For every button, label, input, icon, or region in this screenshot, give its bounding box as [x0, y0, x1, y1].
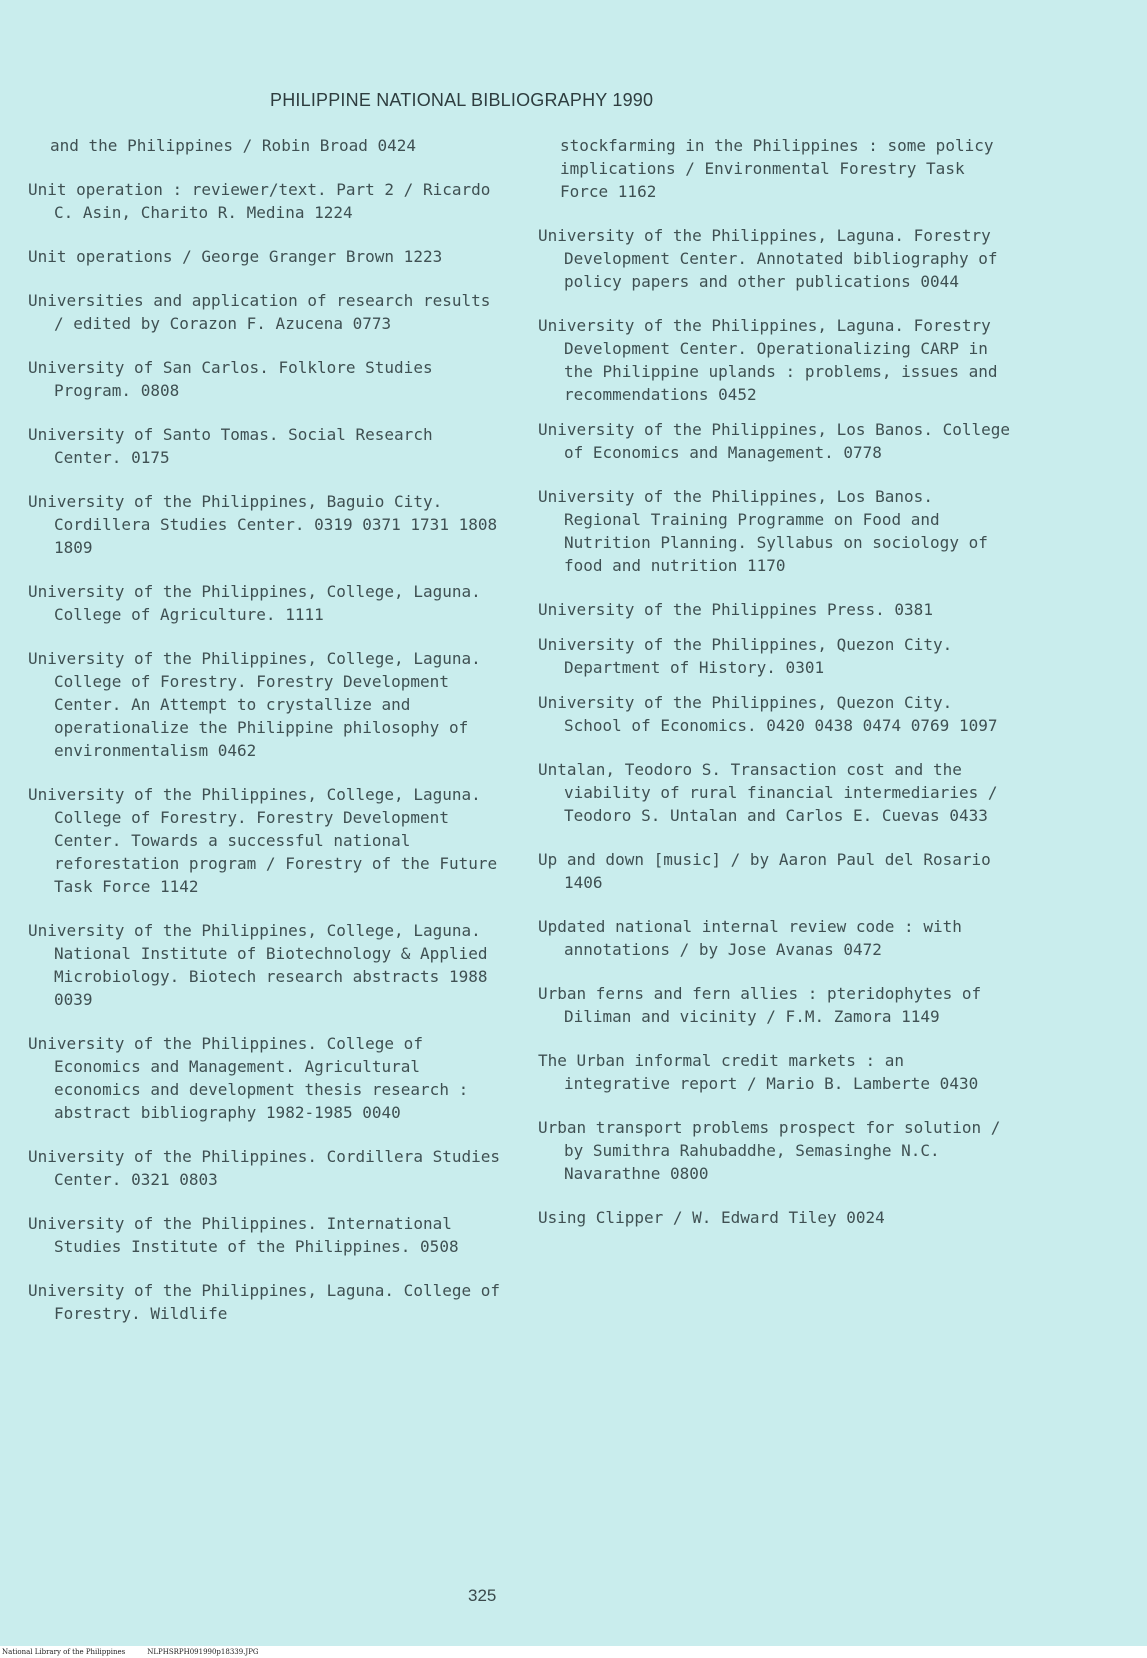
footer-source: National Library of the Philippines [2, 1648, 126, 1656]
entry: Universities and application of research results / edited by Corazon F. Azucena 0773 [28, 291, 501, 333]
entry: Updated national internal review code : with annotations / by Jose Avanas 0472 [538, 917, 972, 959]
page-header: PHILIPPINE NATIONAL BIBLIOGRAPHY 1990 [270, 90, 654, 110]
entry: and the Philippines / Robin Broad 0424 [50, 136, 417, 155]
entry: University of the Philippines, Laguna. Forestry Development Center. Operationalizing CARP in the Philippine uplands : problems, issues and recommendations 0452 [538, 316, 1008, 404]
entry: University of the Philippines, Quezon City. School of Economics. 0420 0438 0474 0769 1097 [538, 693, 998, 735]
entry: University of the Philippines, Los Banos. College of Economics and Management. 0778 [538, 420, 1020, 462]
entry: Unit operation : reviewer/text. Part 2 / Ricardo C. Asin, Charito R. Medina 1224 [28, 180, 501, 222]
entry: The Urban informal credit markets : an integrative report / Mario B. Lamberte 0430 [538, 1051, 979, 1093]
page-number: 325 [468, 1586, 497, 1605]
entry: University of the Philippines. College of Economics and Management. Agricultural economics and development thesis research : abstract bibliography 1982-1985 0040 [28, 1034, 478, 1122]
scan-footer [0, 1646, 1147, 1658]
entry: Unit operations / George Granger Brown 1223 [28, 247, 443, 266]
entry: University of the Philippines, Baguio City. Cordillera Studies Center. 0319 0371 1731 1808 1809 [28, 492, 507, 557]
entry: Up and down [music] / by Aaron Paul del Rosario 1406 [538, 850, 1001, 892]
entry: University of the Philippines, Laguna. College of Forestry. Wildlife [28, 1281, 510, 1323]
entry: University of the Philippines, Quezon City. Department of History. 0301 [538, 635, 962, 677]
entry: Urban transport problems prospect for solution / by Sumithra Rahubaddhe, Semasinghe N.C. Navarathne 0800 [538, 1118, 1011, 1183]
entry: Untalan, Teodoro S. Transaction cost and the viability of rural financial intermediaries / Teodoro S. Untalan and Carlos E. Cuevas 0433 [538, 760, 1008, 825]
entry: University of the Philippines, Los Banos. Regional Training Programme on Food and Nutrition Planning. Syllabus on sociology of food and nutrition 1170 [538, 487, 998, 575]
entry: University of San Carlos. Folklore Studies Program. 0808 [28, 358, 443, 400]
entry: University of the Philippines, College, Laguna. College of Forestry. Forestry Development Center. Towards a successful national reforestation program / Forestry of the Future Task Force 1142 [28, 785, 507, 896]
entry: Using Clipper / W. Edward Tiley 0024 [538, 1208, 885, 1227]
entry: stockfarming in the Philippines : some policy implications / Environmental Forestry Task Force 1162 [560, 136, 1004, 201]
entry: University of the Philippines, College, Laguna. College of Agriculture. 1111 [28, 582, 491, 624]
entry: Urban ferns and fern allies : pteridophytes of Diliman and vicinity / F.M. Zamora 1149 [538, 984, 991, 1026]
entry: University of the Philippines. International Studies Institute of the Philippines. 0508 [28, 1214, 462, 1256]
entry: University of the Philippines. Cordillera Studies Center. 0321 0803 [28, 1147, 510, 1189]
entry: University of the Philippines, College, Laguna. College of Forestry. Forestry Development Center. An Attempt to crystallize and operationalize the Philippine philosophy of environmentalism 0462 [28, 649, 491, 760]
entry: University of the Philippines, Laguna. Forestry Development Center. Annotated bibliography of policy papers and other publications 0044 [538, 226, 1008, 291]
entry: University of Santo Tomas. Social Research Center. 0175 [28, 425, 443, 467]
entry: University of the Philippines, College, Laguna. National Institute of Biotechnology & Applied Microbiology. Biotech research abstracts 1988 0039 [28, 921, 498, 1009]
right-column [538, 134, 1018, 1250]
footer-file-id: NLPHSRPH091990p18339.JPG [147, 1648, 259, 1656]
left-column [28, 134, 508, 1346]
entry: University of the Philippines Press. 0381 [538, 600, 933, 619]
